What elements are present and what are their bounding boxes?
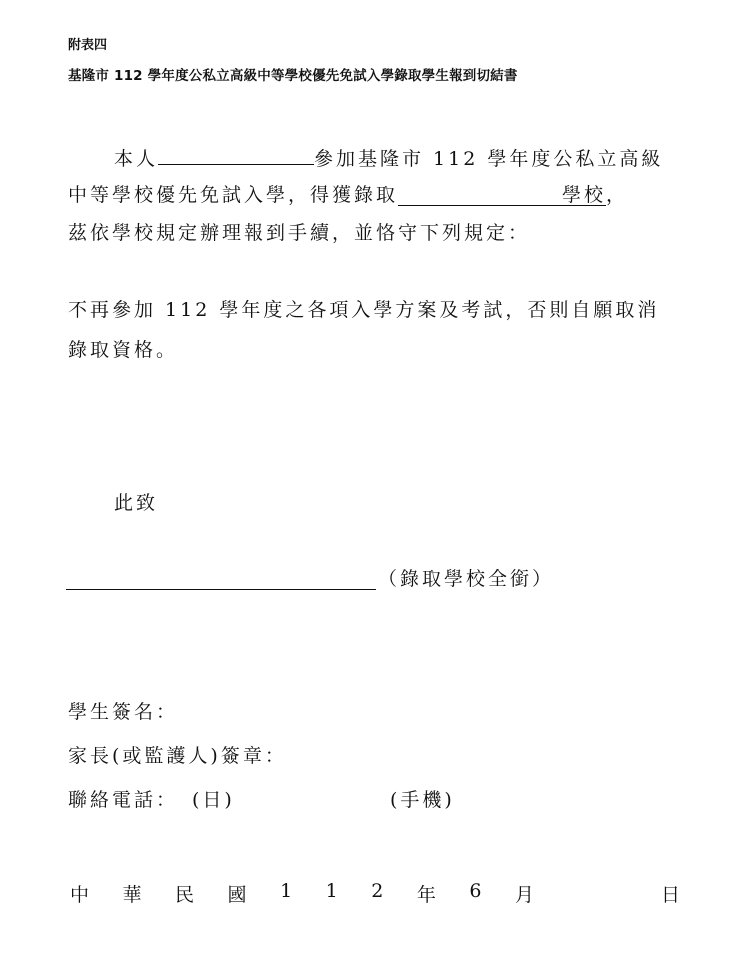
statement-admission: 中等學校優先免試入學，得獲錄取 bbox=[68, 184, 399, 206]
statement-participation: 參加基隆市 112 學年度公私立高級 bbox=[314, 148, 664, 171]
phone-mobile-label: (手機) bbox=[390, 789, 455, 811]
date-char-zhong: 中 bbox=[70, 884, 90, 906]
statement-self-label: 本人 bbox=[114, 148, 159, 171]
phone-day-label: (日) bbox=[192, 789, 235, 811]
document-title: 基隆市 112 學年度公私立高級中等學校優先免試入學錄取學生報到切結書 bbox=[68, 68, 518, 84]
statement-line-1 bbox=[114, 148, 663, 169]
student-signature-label: 學生簽名： bbox=[68, 701, 179, 723]
school-fullname-blank[interactable] bbox=[66, 589, 376, 590]
date-char-min: 民 bbox=[175, 884, 195, 906]
date-year-digit-2: 1 bbox=[325, 880, 338, 902]
date-char-guo: 國 bbox=[227, 884, 247, 906]
statement-comma: ， bbox=[606, 184, 629, 206]
attachment-label: 附表四 bbox=[68, 38, 108, 53]
rule-line-1: 不再參加 112 學年度之各項入學方案及考試，否則自願取消 bbox=[68, 299, 660, 321]
parent-signature-label: 家長(或監護人)簽章： bbox=[68, 745, 287, 767]
date-month-value: 6 bbox=[469, 880, 482, 902]
date-year-label: 年 bbox=[416, 884, 436, 906]
statement-line-2 bbox=[68, 186, 628, 206]
date-day-label: 日 bbox=[660, 884, 680, 906]
date-line bbox=[70, 880, 680, 907]
name-blank[interactable] bbox=[158, 148, 314, 165]
phone-label: 聯絡電話： bbox=[68, 789, 179, 811]
date-month-label: 月 bbox=[514, 884, 534, 906]
statement-line-3: 茲依學校規定辦理報到手續，並恪守下列規定： bbox=[68, 222, 531, 244]
date-char-hua: 華 bbox=[122, 884, 142, 906]
date-year-digit-1: 1 bbox=[280, 880, 293, 902]
date-day-blank[interactable] bbox=[567, 880, 627, 907]
school-suffix: 學校 bbox=[562, 184, 607, 206]
admitted-school-blank[interactable] bbox=[398, 186, 606, 206]
school-fullname-note: （錄取學校全銜） bbox=[378, 568, 555, 590]
rule-line-2: 錄取資格。 bbox=[68, 339, 179, 361]
date-year-digit-3: 2 bbox=[371, 880, 384, 902]
salutation: 此致 bbox=[114, 492, 159, 514]
